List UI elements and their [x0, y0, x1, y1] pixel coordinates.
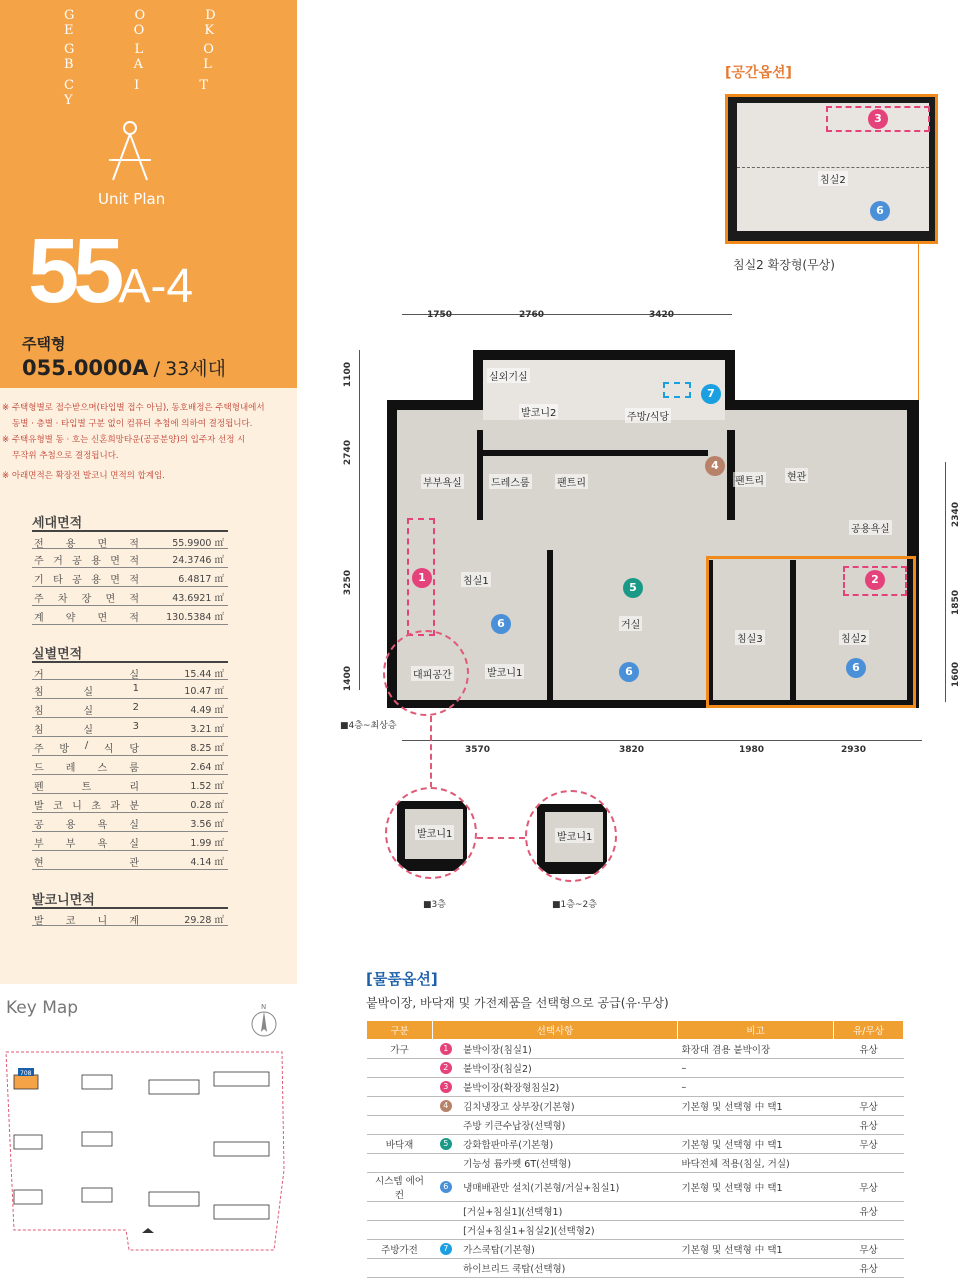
house-type-sep: /	[153, 358, 161, 380]
option-badge-5: 5	[623, 578, 643, 598]
detail-callout	[383, 630, 469, 716]
room-outdoor-unit: 실외기실	[487, 368, 530, 383]
option-item: 붙박이장(확장형침실2)	[459, 1078, 677, 1097]
option-pay: 유상	[834, 1040, 904, 1059]
room-area-label: 펜 트 리	[34, 782, 139, 793]
space-option-title: [공간옵션]	[725, 65, 792, 81]
balcony-area-value: 29.28 ㎡	[184, 915, 224, 926]
option-number-badge: 5	[440, 1138, 452, 1150]
dim-right: 1600	[951, 662, 961, 688]
option-note: –	[678, 1059, 834, 1078]
option-number-badge: 7	[440, 1243, 452, 1255]
option-badge-4: 4	[705, 456, 725, 476]
option-note: 기본형 및 선택형 中 택1	[678, 1097, 834, 1116]
room-area-row	[32, 718, 228, 737]
room-area-label: 침 실 3	[34, 721, 139, 736]
room-area-value: 1.52 ㎡	[190, 781, 224, 792]
dim-bottom: 2930	[841, 745, 867, 755]
room-area-label: 주 방 / 식 당	[34, 740, 139, 755]
household-area-value: 55.9900 ㎡	[172, 538, 224, 549]
household-area-row	[32, 606, 228, 625]
option-badge-cell	[433, 1173, 460, 1202]
room-area-label: 부 부 욕 실	[34, 839, 139, 850]
brand-line2: G L O B A L	[64, 42, 242, 72]
house-type-code: 055.0000A	[22, 356, 149, 380]
option-pay: 무상	[834, 1173, 904, 1202]
dim-left: 1100	[343, 362, 353, 388]
col-header: 유/무상	[834, 1021, 904, 1040]
option-badge-7: 7	[701, 384, 721, 404]
option-badge-2: 2	[865, 570, 885, 590]
household-area-value: 6.4817 ㎡	[178, 574, 224, 585]
option-badge-cell	[433, 1154, 460, 1173]
option-badge-cell	[433, 1135, 460, 1154]
option-note	[678, 1221, 834, 1240]
household-area-value: 24.3746 ㎡	[172, 555, 224, 566]
option-cat	[367, 1097, 433, 1116]
option-row	[367, 1173, 904, 1202]
household-area-value: 130.5384 ㎡	[166, 612, 224, 623]
room-area-row	[32, 775, 228, 794]
option-note	[678, 1259, 834, 1278]
space-option-room-label: 침실2	[818, 171, 848, 186]
floor-range-note: ■4층~최상층	[340, 721, 397, 731]
room-area-row	[32, 756, 228, 775]
note-line: ※ 주택유형별 동 · 호는 신혼희망타운(공공분양)의 입주자 선정 시	[2, 435, 246, 445]
dim-top: 1750	[427, 310, 453, 320]
dim-top: 3420	[649, 310, 675, 320]
household-area-label: 기 타 공 용 면 적	[34, 575, 139, 586]
house-type-label: 주택형	[22, 335, 66, 353]
room-area-title: 실별면적	[32, 647, 83, 662]
option-item: 붙박이장(침실2)	[459, 1059, 677, 1078]
room-area-row	[32, 851, 228, 870]
dim-right: 2340	[951, 502, 961, 528]
room-master-bath: 부부욕실	[421, 474, 464, 489]
option-item: 붙박이장(침실1)	[459, 1040, 677, 1059]
room-area-row	[32, 661, 228, 680]
option-note: 기본형 및 선택형 中 택1	[678, 1240, 834, 1259]
option-row	[367, 1221, 904, 1240]
room-living: 거실	[619, 616, 642, 631]
note-line: ※ 아래면적은 확장전 발코니 면적의 합계임.	[2, 471, 165, 481]
option-cat: 바닥재	[367, 1135, 433, 1154]
room-area-label: 드 레 스 룸	[34, 763, 139, 774]
room-area-value: 3.56 ㎡	[190, 819, 224, 830]
option-row	[367, 1154, 904, 1173]
option-pay: 무상	[834, 1097, 904, 1116]
detail-view-1-2f	[525, 790, 617, 882]
option-item: 김치냉장고 상부장(기본형)	[459, 1097, 677, 1116]
detail-balcony-label: 발코니1	[555, 828, 594, 843]
option-pay	[834, 1221, 904, 1240]
option-item: 강화합판마루(기본형)	[459, 1135, 677, 1154]
household-count: 33세대	[165, 358, 226, 380]
brand-line3: C I T Y	[64, 78, 237, 108]
room-area-value: 8.25 ㎡	[190, 743, 224, 754]
option-badge-cell	[433, 1221, 460, 1240]
option-cat	[367, 1059, 433, 1078]
room-area-row	[32, 813, 228, 832]
room-area-label: 침 실 1	[34, 683, 139, 698]
option-badge-cell	[433, 1097, 460, 1116]
option-cat: 주방가전	[367, 1240, 433, 1259]
keymap-site	[4, 1050, 286, 1260]
option-pay	[834, 1078, 904, 1097]
room-refuge: 대피공간	[411, 666, 454, 681]
dim-left: 3250	[343, 570, 353, 596]
room-bedroom2: 침실2	[839, 630, 869, 645]
option-note: 바닥전체 적용(침실, 거실)	[678, 1154, 834, 1173]
option-badge-cell	[433, 1202, 460, 1221]
brand-line1: G O D E O K	[64, 8, 244, 38]
col-header: 구분	[367, 1021, 433, 1040]
option-cat	[367, 1221, 433, 1240]
option-number-badge: 1	[440, 1043, 452, 1055]
option-badge-cell	[433, 1059, 460, 1078]
col-header: 비고	[678, 1021, 834, 1040]
floor-plan	[335, 300, 969, 755]
room-pantry: 팬트리	[555, 474, 588, 489]
detail-connector	[477, 837, 525, 839]
option-cat	[367, 1202, 433, 1221]
household-area-value: 43.6921 ㎡	[172, 593, 224, 604]
keymap-unit-tag: 708	[20, 1070, 32, 1077]
option-row	[367, 1097, 904, 1116]
detail-floor-note: ■1층~2층	[552, 900, 597, 910]
dim-right: 1850	[951, 590, 961, 616]
room-pantry: 팬트리	[733, 472, 766, 487]
balcony-area-title: 발코니면적	[32, 893, 95, 908]
option-row	[367, 1078, 904, 1097]
household-area-label: 주 차 장 면 적	[34, 594, 139, 605]
unit-title	[28, 220, 194, 322]
room-entrance: 현관	[785, 468, 808, 483]
household-area-title: 세대면적	[32, 516, 83, 531]
room-dressroom: 드레스룸	[489, 474, 532, 489]
dim-left: 1400	[343, 666, 353, 692]
balcony-area-row	[32, 907, 228, 926]
household-area-row	[32, 587, 228, 606]
option-row	[367, 1135, 904, 1154]
option-badge-6: 6	[491, 614, 511, 634]
col-header: 선택사항	[433, 1021, 678, 1040]
option-badge-3: 3	[868, 109, 888, 129]
dim-bottom: 3570	[465, 745, 491, 755]
room-bedroom1: 침실1	[461, 572, 491, 587]
option-note	[678, 1202, 834, 1221]
dim-bottom: 1980	[739, 745, 765, 755]
option-badge-cell	[433, 1078, 460, 1097]
option-cat	[367, 1259, 433, 1278]
option-note: –	[678, 1078, 834, 1097]
option-item: 하이브리드 쿡탑(선택형)	[459, 1259, 677, 1278]
room-kitchen: 주방/식당	[625, 408, 671, 423]
option-badge-cell	[433, 1116, 460, 1135]
room-area-row	[32, 832, 228, 851]
option-pay	[834, 1154, 904, 1173]
option-item: [거실+침실1+침실2](선택형2)	[459, 1221, 677, 1240]
dim-top: 2760	[519, 310, 545, 320]
option-badge-6: 6	[870, 201, 890, 221]
option-note: 기본형 및 선택형 中 택1	[678, 1135, 834, 1154]
dim-left: 2740	[343, 440, 353, 466]
unit-number: 55	[28, 220, 119, 322]
house-type-line	[22, 354, 226, 381]
option-item: 냉매배관만 설치(기본형/거실+침실1)	[459, 1173, 677, 1202]
space-option-caption: 침실2 확장형(무상)	[733, 258, 835, 272]
note-line: 무작위 추첨으로 결정됩니다.	[12, 451, 119, 461]
option-note	[678, 1116, 834, 1135]
keymap-area	[4, 1050, 286, 1250]
unit-plan-label: Unit Plan	[98, 190, 166, 208]
option-row	[367, 1116, 904, 1135]
keymap-title: Key Map	[6, 998, 79, 1018]
option-cat: 가구	[367, 1040, 433, 1059]
room-area-value: 10.47 ㎡	[184, 686, 224, 697]
option-item: 주방 키큰수납장(선택형)	[459, 1116, 677, 1135]
option-cat	[367, 1116, 433, 1135]
detail-connector	[430, 716, 432, 788]
room-area-label: 공 용 욕 실	[34, 820, 139, 831]
option-number-badge: 4	[440, 1100, 452, 1112]
option-badge-cell	[433, 1259, 460, 1278]
option-cat	[367, 1078, 433, 1097]
option-row	[367, 1040, 904, 1059]
option-pay: 유상	[834, 1259, 904, 1278]
room-area-label: 발 코 니 초 과 분	[34, 801, 139, 812]
room-area-value: 3.21 ㎡	[190, 724, 224, 735]
room-area-row	[32, 680, 228, 699]
space-option-view	[725, 94, 938, 244]
option-pay: 유상	[834, 1202, 904, 1221]
room-area-value: 2.64 ㎡	[190, 762, 224, 773]
option-item: 기능성 륨카펫 6T(선택형)	[459, 1154, 677, 1173]
option-row	[367, 1240, 904, 1259]
item-option-table	[366, 1020, 904, 1278]
cooktop-option-area	[663, 382, 691, 398]
room-area-row	[32, 737, 228, 756]
option-badge-6: 6	[619, 662, 639, 682]
room-area-label: 거 실	[34, 670, 139, 681]
option-cat	[367, 1154, 433, 1173]
detail-view-3f	[385, 787, 477, 879]
household-area-row	[32, 549, 228, 568]
notes	[2, 400, 292, 484]
household-area-label: 전 용 면 적	[34, 539, 139, 550]
item-option-subtitle: 붙박이장, 바닥재 및 가전제품을 선택형으로 공급(유·무상)	[366, 996, 669, 1010]
option-note: 화장대 겸용 붙박이장	[678, 1040, 834, 1059]
option-number-badge: 6	[440, 1181, 452, 1193]
item-option-title: [물품옵션]	[366, 970, 438, 988]
room-area-value: 1.99 ㎡	[190, 838, 224, 849]
option-note: 기본형 및 선택형 中 택1	[678, 1173, 834, 1202]
room-common-bath: 공용욕실	[849, 520, 892, 535]
option-row	[367, 1259, 904, 1278]
svg-text:N: N	[261, 1003, 267, 1011]
option-number-badge: 3	[440, 1081, 452, 1093]
option-cat: 시스템 에어컨	[367, 1173, 433, 1202]
option-badge-cell	[433, 1240, 460, 1259]
option-item: 가스쿡탑(기본형)	[459, 1240, 677, 1259]
room-area-value: 15.44 ㎡	[184, 669, 224, 680]
option-item: [거실+침실1](선택형1)	[459, 1202, 677, 1221]
household-area-label: 주 거 공 용 면 적	[34, 556, 139, 567]
room-balcony2: 발코니2	[519, 404, 558, 419]
room-area-value: 4.49 ㎡	[190, 705, 224, 716]
household-area-row	[32, 568, 228, 587]
unit-suffix: A-4	[118, 260, 194, 313]
option-badge-1: 1	[412, 568, 432, 588]
detail-floor-note: ■3층	[423, 900, 446, 910]
dim-bottom: 3820	[619, 745, 645, 755]
option-pay: 무상	[834, 1240, 904, 1259]
balcony-area-label: 발 코 니 계	[34, 916, 139, 927]
sidebar-header	[0, 0, 297, 388]
room-balcony1: 발코니1	[485, 664, 524, 679]
note-line: ※ 주택형별로 접수받으며(타입별 접수 아님), 동호배정은 주택형내에서	[2, 403, 265, 413]
room-bedroom3: 침실3	[735, 630, 765, 645]
option-badge-cell	[433, 1040, 460, 1059]
option-pay	[834, 1059, 904, 1078]
option-badge-6: 6	[846, 658, 866, 678]
note-line: 동별 · 층별 · 타입별 구분 없이 컴퓨터 추첨에 의하여 결정됩니다.	[12, 419, 253, 429]
room-area-label: 침 실 2	[34, 702, 139, 717]
room-area-value: 0.28 ㎡	[190, 800, 224, 811]
expansion-line	[737, 167, 929, 168]
option-number-badge: 2	[440, 1062, 452, 1074]
room-area-value: 4.14 ㎡	[190, 857, 224, 868]
option-pay: 무상	[834, 1135, 904, 1154]
option-pay: 유상	[834, 1116, 904, 1135]
option-row	[367, 1059, 904, 1078]
detail-balcony-label: 발코니1	[415, 825, 454, 840]
north-arrow-icon	[250, 1002, 278, 1038]
room-area-row	[32, 699, 228, 718]
option-row	[367, 1202, 904, 1221]
household-area-row	[32, 530, 228, 549]
household-area-label: 계 약 면 적	[34, 613, 139, 624]
compass-icon	[105, 118, 155, 188]
room-area-label: 현 관	[34, 858, 139, 869]
room-area-row	[32, 794, 228, 813]
